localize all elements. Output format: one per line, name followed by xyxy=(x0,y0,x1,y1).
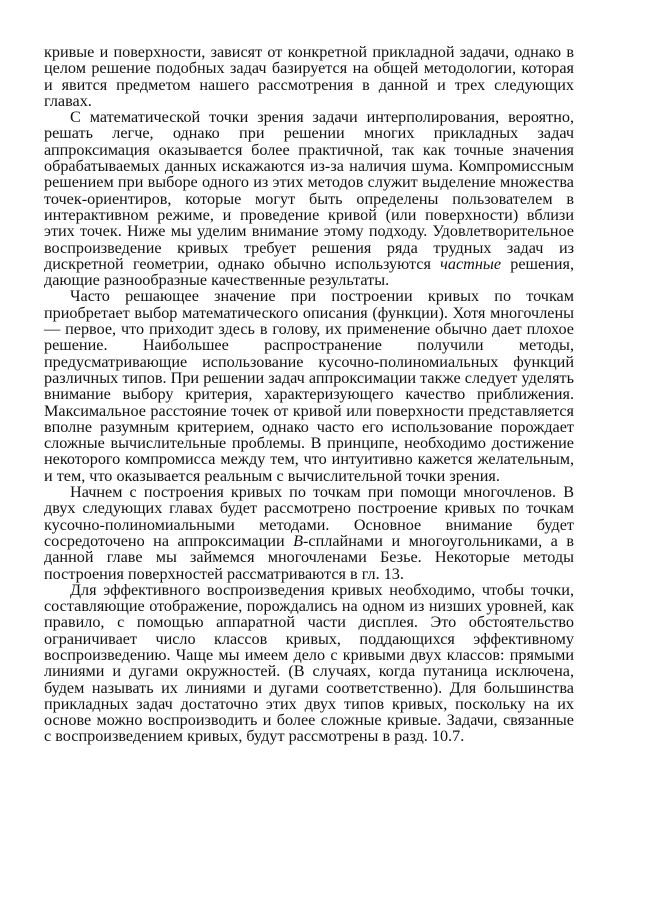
paragraph-polynomials xyxy=(44,484,574,582)
emphasis-partial: частные xyxy=(440,254,502,273)
page-text xyxy=(44,44,574,745)
emphasis-b: B xyxy=(293,531,304,550)
paragraph-display: Для эффективного воспроизведения кривых необходимо, чтобы точки, составляющие отображение, порождались на одном из низших уровней, как правило, с помощью аппаратной части дисплея. Это обстоятельство ограничивает число классов кривых, поддающихся эффективному воспроизведению. Чаще мы имеем дело с кривыми двух классов: прямыми линиями и дугами окружностей. (В случаях, когда путаница исключена, будем называть их линиями и дугами соответственно). Для большинства прикладных задач достаточно этих двух типов кривых, поскольку на их основе можно воспроизводить и более сложные кривые. Задачи, связанные с воспроизведением кривых, будут рассмотрены в разд. 10.7. xyxy=(44,580,574,746)
paragraph-continuation: кривые и поверхности, зависят от конкретной прикладной задачи, однако в целом решение подобных задач базируется на общей методологии, которая и явится предметом нашего рассмотрения в данной и трех следующих главах. xyxy=(44,43,574,110)
paragraph-polynomials-end: -сплайнами и многоугольниками, а в данной главе мы займемся многочленами Безье. Некоторые методы построения поверхностей рассматриваются в гл. 13. xyxy=(44,531,574,583)
paragraph-interpolation-text: С математической точки зрения задачи интерполирования, вероятно, решать легче, однако при решении многих прикладных задач аппроксимация оказывается более практичной, так как точные значения обрабатываемых данных искажаются из-за наличия шума. Компромиссным решением при выборе одного из этих методов служит выделение множества точек-ориентиров, которые могут быть определены пользователем в интерактивном режиме, и проведение кривой (или поверхности) вблизи этих точек. Ниже мы уделим внимание этому подходу. Удовлетворительное воспроизведение кривых требует решения ряда трудных задач из дискретной геометрии, однако обычно используются xyxy=(44,108,574,273)
paragraph-interpolation-end: решения, дающие разнообразные качественные результаты. xyxy=(44,254,575,290)
paragraph-math-description: Часто решающее значение при построении кривых по точкам приобретает выбор математического описания (функции). Хотя многочлены — первое, что приходит здесь в голову, их применение обычно дает плохое решение. Наибольшее распространение получили методы, предусматривающие использование кусочно-полиномиальных функций различных типов. При решении задач аппроксимации также следует уделять внимание выбору критерия, характеризующего качество приближения. Максимальное расстояние точек от кривой или поверхности представляется вполне разумным критерием, однако часто его использование порождает сложные вычислительные проблемы. В принципе, необходимо достижение некоторого компромисса между тем, что интуитивно кажется желательным, и тем, что оказывается реальным с вычислительной точки зрения. xyxy=(44,287,574,485)
paragraph-polynomials-text: Начнем с построения кривых по точкам при помощи многочленов. В двух следующих главах будет рассмотрено построение кривых по точкам кусочно-полиномиальными методами. Основное внимание будет сосредоточено на аппроксимации xyxy=(44,483,574,550)
paragraph-interpolation xyxy=(44,109,574,288)
